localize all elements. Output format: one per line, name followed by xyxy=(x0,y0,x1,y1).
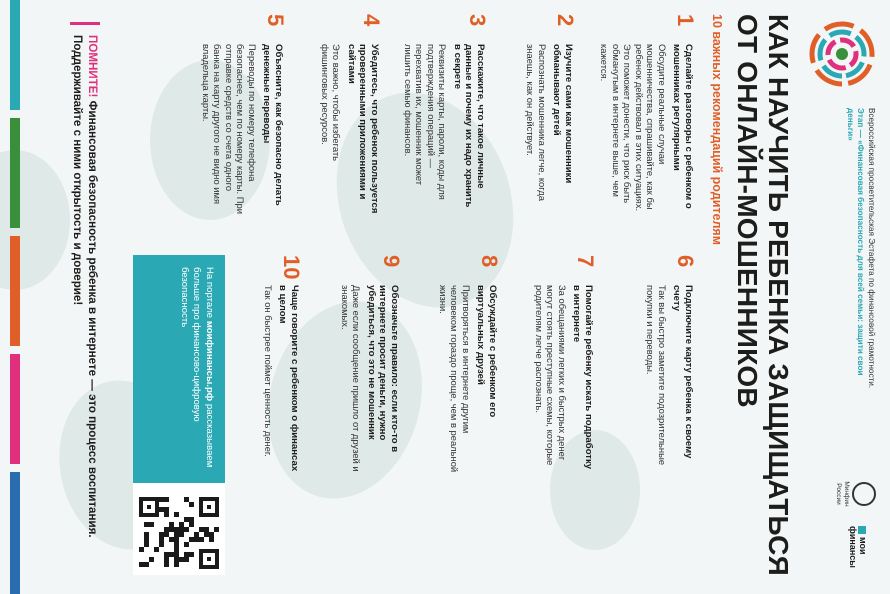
qr-module xyxy=(189,537,194,542)
organizer-info xyxy=(845,108,877,398)
qr-module xyxy=(199,527,204,532)
tip-heading: Убедитесь, что ребенок пользуется проверенными приложениями и сайтами xyxy=(346,44,380,214)
qr-module xyxy=(194,537,199,542)
tip-1 xyxy=(598,14,698,214)
tip-number: 5 xyxy=(263,14,288,27)
tip-text: За обещаниями легких и быстрых денег могут стоять преступные схемы, которые родителям легче распознать. xyxy=(533,285,568,466)
poster-subtitle: 10 важных рекомендаций родителям xyxy=(710,14,724,245)
stage-line: Этап — «Финансовая безопасность для всей семьи: защити свои деньги» xyxy=(846,108,866,376)
qr-module xyxy=(169,537,174,542)
stripe xyxy=(10,354,20,464)
tip-3 xyxy=(402,14,490,214)
qr-module xyxy=(144,522,149,527)
tip-text: Даже если сообщение пришло от друзей и знакомых. xyxy=(339,285,363,472)
tip-heading: Расскажите, что такое личные данные и почему их надо хранить в секрете xyxy=(452,44,486,208)
tip-6 xyxy=(645,255,698,475)
qr-module xyxy=(159,497,164,502)
portal-link[interactable]: моифинансы.рф xyxy=(204,320,215,402)
crest-icon xyxy=(852,482,876,506)
qr-module xyxy=(169,527,174,532)
stripe xyxy=(10,472,20,594)
qr-module xyxy=(184,527,189,532)
qr-module xyxy=(149,522,154,527)
qr-module xyxy=(209,537,214,542)
tip-2 xyxy=(525,14,578,214)
qr-module xyxy=(164,562,169,567)
qr-module xyxy=(169,552,174,557)
qr-module xyxy=(179,532,184,537)
qr-module xyxy=(159,507,164,512)
tip-text: Так вы быстро заметите подозрительные покупки и переводы. xyxy=(645,285,668,466)
tip-8 xyxy=(437,255,502,475)
qr-module xyxy=(184,517,189,522)
qr-module xyxy=(184,497,189,502)
event-logo-icon xyxy=(808,20,876,88)
qr-module xyxy=(174,512,179,517)
tip-number: 10 xyxy=(279,255,304,280)
qr-finder xyxy=(199,497,219,517)
qr-module xyxy=(139,562,144,567)
portal-pre: На портале xyxy=(204,267,215,321)
qr-module xyxy=(164,512,169,517)
tip-text: Притворяться в интернете другим человеком гораздо проще, чем в реальной жизни. xyxy=(437,285,472,473)
tip-number: 4 xyxy=(359,14,384,27)
tip-text: Обсудите реальные случаи мошенничества, спрашивайте, как бы ребенок действовал в этих ситуациях. Это поможет донести, что риск быть обманутым в интернете выше, чем кажется. xyxy=(599,44,668,212)
qr-module xyxy=(159,542,164,547)
brand-square-icon xyxy=(858,526,866,534)
qr-code[interactable] xyxy=(133,491,225,575)
qr-module xyxy=(174,562,179,567)
tip-text: Это важно, чтобы избегать фишинговых ресурсов. xyxy=(319,44,343,162)
qr-module xyxy=(154,547,159,552)
tip-9 xyxy=(339,255,404,475)
portal-callout xyxy=(133,255,225,575)
tip-text: Так он быстрее поймет ценность денег. xyxy=(263,285,274,457)
reminder-note xyxy=(70,22,100,582)
qr-module xyxy=(214,527,219,532)
tip-heading: Обозначьте правило: если кто-то в интернете просит деньги, нужно убедиться, что это не мошенник xyxy=(366,285,400,453)
qr-module xyxy=(184,542,189,547)
organizer-line: Всероссийская просветительская Эстафета по финансовой грамотности. xyxy=(867,108,876,389)
tip-number: 9 xyxy=(379,255,404,268)
qr-module xyxy=(204,532,209,537)
qr-module xyxy=(189,522,194,527)
poster-title: КАК НАУЧИТЬ РЕБЕНКА ЗАЩИЩАТЬСЯ ОТ ОНЛАЙН-МОШЕННИКОВ xyxy=(732,14,794,576)
reminder-warning: ПОМНИТЕ! xyxy=(86,35,99,98)
color-stripes xyxy=(0,0,20,594)
brand-logo xyxy=(848,526,868,586)
tip-number: 7 xyxy=(573,255,598,268)
qr-module xyxy=(144,562,149,567)
tip-text: Распознать мошенника легче, когда знаешь, как он действует. xyxy=(525,44,548,201)
qr-module xyxy=(179,557,184,562)
stripe xyxy=(10,236,20,346)
tip-number: 6 xyxy=(673,255,698,268)
tip-heading: Чаще говорите с ребенком о финансах в целом xyxy=(277,285,300,472)
tip-number: 1 xyxy=(673,14,698,27)
qr-finder xyxy=(199,549,219,569)
qr-module xyxy=(189,552,194,557)
tip-number: 8 xyxy=(477,255,502,268)
tip-5 xyxy=(200,14,288,214)
portal-text xyxy=(133,255,225,483)
stripe xyxy=(10,0,20,110)
tip-text: Реквизиты карты, пароли, коды для подтверждения операций — перехватив их, мошенник может лишить семью финансов. xyxy=(402,44,449,200)
qr-module xyxy=(164,497,169,502)
tip-7 xyxy=(533,255,598,475)
qr-module xyxy=(199,537,204,542)
tip-heading: Помогайте ребенку искать подработку в интернете xyxy=(571,285,594,470)
qr-module xyxy=(184,557,189,562)
qr-module xyxy=(189,502,194,507)
qr-module xyxy=(164,532,169,537)
minfin-label: Минфин России xyxy=(835,481,850,507)
brand-label: мои финансы xyxy=(848,526,868,568)
tip-heading: Обсуждайте с ребенком его виртуальных друзей xyxy=(475,285,498,418)
tip-number: 3 xyxy=(465,14,490,27)
qr-module xyxy=(149,557,154,562)
reminder-text: Финансовая безопасность ребенка в интернете — это процесс воспитания. Поддерживайте с ними открытость и доверие! xyxy=(71,35,99,538)
qr-finder xyxy=(139,497,159,517)
qr-module xyxy=(144,542,149,547)
tip-text: Переводы по номеру телефона безопаснее, чем по номеру карты. При отправке средств со счета одного банка на карту другого не видно имя владельца карты. xyxy=(200,44,258,214)
qr-module xyxy=(139,547,144,552)
tip-heading: Подключите карту ребенка к своему счету xyxy=(671,285,694,459)
portal-post: рассказываем больше про финансово-цифровую безопасность xyxy=(179,267,215,468)
tip-heading: Сделайте разговоры с ребенком о мошенниках регулярными xyxy=(671,44,694,209)
tip-heading: Изучите сами как мошенники обманывают детей xyxy=(551,44,574,184)
tip-number: 2 xyxy=(553,14,578,27)
stripe xyxy=(10,118,20,228)
tip-heading: Объясните, как безопасно делать денежные переводы xyxy=(261,44,284,206)
tip-10 xyxy=(262,255,304,475)
minfin-logo xyxy=(834,476,876,512)
tip-4 xyxy=(319,14,384,214)
